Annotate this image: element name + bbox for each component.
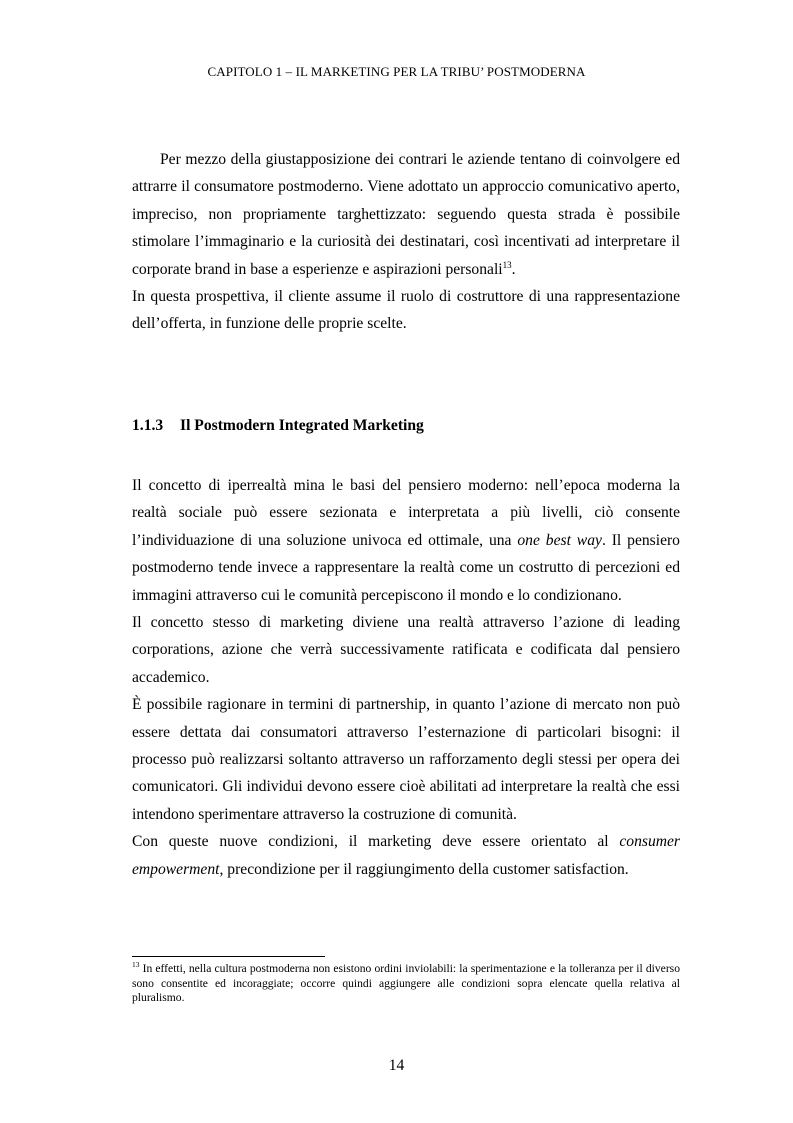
paragraph: È possibile ragionare in termini di partnership, in quanto l’azione di mercato non può essere dettata dai consumatori attraverso l’esternazione di particolari bisogni: il processo può realizzarsi soltanto attraverso un rafforzamento degli stessi per opera dei comunicatori. Gli individui devono essere cioè abilitati ad interpretare la realtà che essi intendono sperimentare attraverso la costruzione di comunità. [132, 696, 680, 823]
paragraph [132, 828, 680, 883]
paragraph-text: , precondizione per il raggiungimento della customer satisfaction. [219, 860, 629, 878]
footnote [132, 962, 680, 1006]
paragraph-end: . [511, 260, 516, 278]
paragraph [132, 146, 680, 283]
paragraph-text: Il concetto di iperrealtà mina le basi del pensiero moderno: nell’epoca moderna la realtà sociale può essere sezionata e interpretata a più livelli, ciò consente l’individuazione di una soluzione univoca ed ottimale, una [132, 477, 680, 549]
section-title: Il Postmodern Integrated Marketing [180, 417, 424, 434]
running-header: CAPITOLO 1 – IL MARKETING PER LA TRIBU’ POSTMODERNA [207, 64, 586, 79]
paragraph [132, 472, 680, 609]
section-heading [132, 412, 680, 439]
paragraph: Il concetto stesso di marketing diviene una realtà attraverso l’azione di leading corporations, azione che verrà successivamente ratificata e codificata dal pensiero accademico. [132, 614, 680, 686]
footnote-text: In effetti, nella cultura postmoderna non esistono ordini inviolabili: la sperimentazione e la tolleranza per il diverso sono consentite ed incoraggiate; occorre quindi aggiungere alle condizioni sopra elencate quella relativa al pluralismo. [132, 962, 680, 1005]
emphasis: one best way [517, 531, 602, 549]
page-number: 14 [388, 1057, 405, 1074]
paragraph-text: . Il pensiero postmoderno tende invece a rappresentare la realtà come un costrutto di percezioni ed immagini attraverso cui le comunità percepiscono il mondo e lo condizionano. [132, 531, 680, 604]
paragraph: In questa prospettiva, il cliente assume il ruolo di costruttore di una rappresentazione dell’offerta, in funzione delle proprie scelte. [132, 288, 680, 333]
emphasis: consumer empowerment [132, 833, 680, 878]
paragraph-text: Con queste nuove condizioni, il marketing deve essere orientato al [132, 833, 620, 851]
footnote-reference[interactable]: 13 [502, 259, 512, 270]
footnote-separator [132, 956, 325, 957]
section-intro [132, 146, 680, 338]
section-body [132, 472, 680, 883]
section-number: 1.1.3 [132, 417, 164, 434]
footnote-number: 13 [132, 960, 140, 970]
paragraph-text: Per mezzo della giustapposizione dei contrari le aziende tentano di coinvolgere ed attrarre il consumatore postmoderno. Viene adottato un approccio comunicativo aperto, impreciso, non propriamente targhettizzato: seguendo questa strada è possibile stimolare l’immaginario e la curiosità dei destinatari, così incentivati ad interpretare il corporate brand in base a esperienze e aspirazioni personali [132, 151, 680, 278]
